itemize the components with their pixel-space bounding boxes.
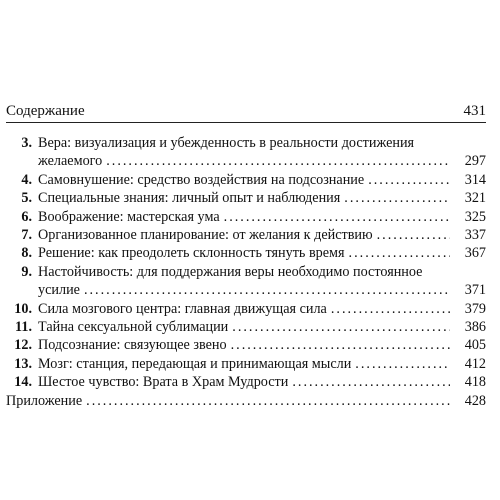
table-of-contents: [6, 134, 486, 410]
chapter-number: 13.: [14, 355, 32, 372]
appendix-title: Приложение: [6, 392, 83, 409]
dot-leader: [106, 152, 450, 170]
dot-leader: [331, 300, 450, 318]
toc-entry: [6, 355, 486, 373]
chapter-number: 11.: [15, 319, 32, 336]
chapter-page: 418: [464, 374, 486, 391]
dot-leader: [355, 355, 450, 373]
chapter-title: Подсознание: связующее звено: [38, 337, 227, 354]
dot-leader: [84, 281, 450, 299]
chapter-page: 321: [464, 190, 486, 207]
toc-entry: [6, 263, 486, 300]
chapter-number: 5.: [21, 190, 32, 207]
chapter-page: 314: [464, 171, 486, 188]
chapter-title: Воображение: мастерская ума: [38, 208, 220, 225]
chapter-title: Специальные знания: личный опыт и наблюдения: [38, 190, 341, 207]
chapter-title: Шестое чувство: Врата в Храм Мудрости: [38, 374, 289, 391]
chapter-number: 6.: [21, 208, 32, 225]
chapter-page: 379: [464, 300, 486, 317]
chapter-page: 412: [464, 355, 486, 372]
toc-entry: [6, 134, 486, 171]
chapter-number: 7.: [21, 227, 32, 244]
chapter-title: Самовнушение: средство воздействия на подсознание: [38, 171, 365, 188]
chapter-number: 14.: [14, 374, 32, 391]
dot-leader: [292, 373, 450, 391]
dot-leader: [344, 189, 450, 207]
chapter-page: 325: [464, 208, 486, 225]
toc-entry: [6, 208, 486, 226]
toc-entry: [6, 373, 486, 391]
toc-entry: [6, 318, 486, 336]
chapter-title-line1: Вера: визуализация и убежденность в реальности достижения: [38, 135, 415, 151]
chapter-title-line2: усилие: [38, 282, 80, 299]
chapter-title-line1: Настойчивость: для поддержания веры необходимо постоянное: [38, 263, 423, 280]
dot-leader: [349, 244, 450, 262]
dot-leader: [86, 392, 450, 410]
chapter-number: 9.: [21, 263, 32, 280]
chapter-page: 386: [464, 319, 486, 336]
toc-entry-appendix: [6, 392, 486, 410]
toc-entry: [6, 226, 486, 244]
section-title: Содержание: [6, 103, 85, 119]
chapter-number: 10.: [14, 300, 32, 317]
chapter-page: 371: [464, 282, 486, 299]
chapter-title: Мозг: станция, передающая и принимающая мысли: [38, 355, 352, 372]
running-header: [6, 98, 486, 123]
toc-entry: [6, 336, 486, 354]
dot-leader: [368, 171, 450, 189]
dot-leader: [377, 226, 450, 244]
chapter-title: Решение: как преодолеть склонность тянуть время: [38, 245, 345, 262]
chapter-title: Организованное планирование: от желания к действию: [38, 227, 373, 244]
toc-entry: [6, 189, 486, 207]
chapter-number: 12.: [14, 337, 32, 354]
dot-leader: [232, 318, 450, 336]
chapter-title: Сила мозгового центра: главная движущая сила: [38, 300, 327, 317]
appendix-page: 428: [464, 392, 486, 409]
chapter-number: 4.: [21, 171, 32, 188]
chapter-page: 367: [464, 245, 486, 262]
dot-leader: [231, 336, 450, 354]
chapter-page: 297: [464, 153, 486, 170]
toc-entry: [6, 300, 486, 318]
chapter-number: 3.: [21, 135, 32, 151]
chapter-number: 8.: [21, 245, 32, 262]
toc-entry: [6, 244, 486, 262]
page-number: 431: [463, 103, 486, 119]
chapter-page: 405: [464, 337, 486, 354]
chapter-page: 337: [464, 227, 486, 244]
dot-leader: [224, 208, 450, 226]
toc-entry: [6, 171, 486, 189]
chapter-title-line2: желаемого: [38, 153, 103, 170]
chapter-title: Тайна сексуальной сублимации: [38, 319, 229, 336]
